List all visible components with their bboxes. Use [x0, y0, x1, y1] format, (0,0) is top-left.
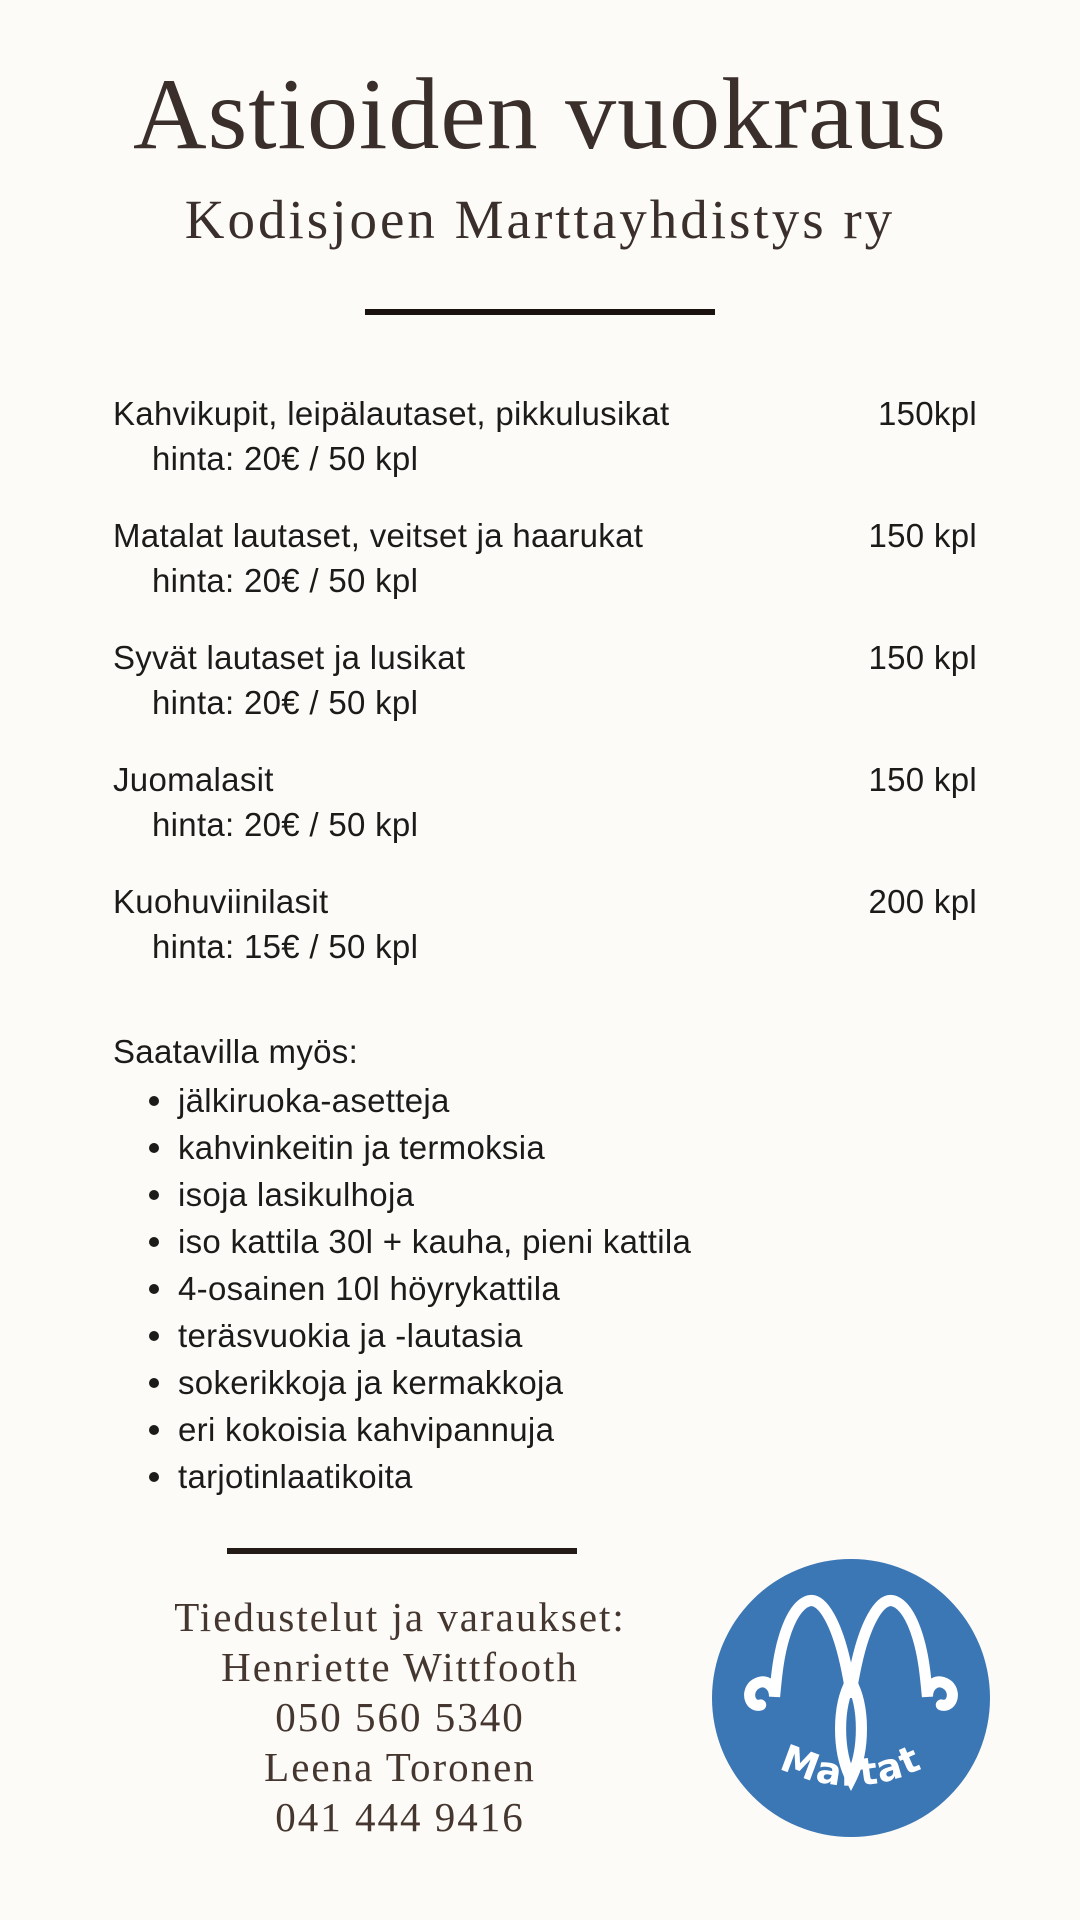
- list-item-text: teräsvuokia ja -lautasia: [178, 1317, 523, 1354]
- item-price: hinta: 20€ / 50 kpl: [152, 440, 419, 477]
- item-quantity: 200 kpl: [868, 883, 977, 920]
- bullet-icon: [149, 1237, 159, 1247]
- rental-item-row: [113, 757, 977, 802]
- contact-phone: 041 444 9416: [275, 1794, 525, 1840]
- also-available-list: [113, 1077, 977, 1500]
- header: [0, 56, 1080, 251]
- list-item-text: eri kokoisia kahvipannuja: [178, 1411, 555, 1448]
- contact-heading: Tiedustelut ja varaukset:: [174, 1594, 626, 1640]
- bullet-icon: [149, 1331, 159, 1341]
- list-item: [113, 1077, 977, 1124]
- list-item-text: 4-osainen 10l höyrykattila: [178, 1270, 561, 1307]
- item-name: Juomalasit: [113, 761, 274, 798]
- list-item: [113, 1265, 977, 1312]
- bullet-icon: [149, 1378, 159, 1388]
- rental-item-row: [113, 513, 977, 558]
- rental-item: [113, 513, 977, 603]
- rental-items-list: [113, 391, 977, 1001]
- rental-item-row: [113, 391, 977, 436]
- bullet-icon: [149, 1190, 159, 1200]
- bullet-icon: [149, 1096, 159, 1106]
- martat-logo: [712, 1559, 990, 1837]
- list-item-text: kahvinkeitin ja termoksia: [178, 1129, 545, 1166]
- rental-item-row: [113, 879, 977, 924]
- contact-phone: 050 560 5340: [275, 1694, 525, 1740]
- bullet-icon: [149, 1425, 159, 1435]
- item-quantity: 150 kpl: [868, 639, 977, 676]
- page-subtitle: Kodisjoen Marttayhdistys ry: [184, 189, 896, 251]
- list-item-text: tarjotinlaatikoita: [178, 1458, 413, 1495]
- item-name: Matalat lautaset, veitset ja haarukat: [113, 517, 644, 554]
- list-item: [113, 1312, 977, 1359]
- rental-item: [113, 879, 977, 969]
- list-item: [113, 1171, 977, 1218]
- bullet-icon: [149, 1284, 159, 1294]
- item-price: hinta: 20€ / 50 kpl: [152, 562, 419, 599]
- list-item: [113, 1359, 977, 1406]
- bullet-icon: [149, 1472, 159, 1482]
- rental-item-row: [113, 635, 977, 680]
- list-item-text: iso kattila 30l + kauha, pieni kattila: [178, 1223, 692, 1260]
- top-divider: [365, 309, 715, 315]
- contact-name: Henriette Wittfooth: [221, 1644, 579, 1690]
- contact-section: [120, 1592, 680, 1842]
- item-quantity: 150 kpl: [868, 761, 977, 798]
- item-price: hinta: 20€ / 50 kpl: [152, 806, 419, 843]
- bottom-divider: [227, 1548, 577, 1554]
- item-price: hinta: 15€ / 50 kpl: [152, 928, 419, 965]
- item-name: Syvät lautaset ja lusikat: [113, 639, 466, 676]
- item-name: Kahvikupit, leipälautaset, pikkulusikat: [113, 395, 670, 432]
- item-price: hinta: 20€ / 50 kpl: [152, 684, 419, 721]
- bullet-icon: [149, 1143, 159, 1153]
- page-title: Astioiden vuokraus: [132, 58, 948, 171]
- list-item-text: sokerikkoja ja kermakkoja: [178, 1364, 564, 1401]
- rental-item: [113, 391, 977, 481]
- list-item: [113, 1124, 977, 1171]
- rental-item: [113, 757, 977, 847]
- also-available-section: [113, 1029, 977, 1500]
- list-item: [113, 1218, 977, 1265]
- contact-name: Leena Toronen: [264, 1744, 536, 1790]
- list-item: [113, 1406, 977, 1453]
- also-available-heading: Saatavilla myös:: [113, 1033, 359, 1070]
- logo-wordmark: Martat: [775, 1735, 928, 1795]
- item-quantity: 150 kpl: [868, 517, 977, 554]
- list-item: [113, 1453, 977, 1500]
- item-quantity: 150kpl: [877, 395, 977, 432]
- list-item-text: isoja lasikulhoja: [178, 1176, 415, 1213]
- list-item-text: jälkiruoka-asetteja: [178, 1082, 450, 1119]
- item-name: Kuohuviinilasit: [113, 883, 329, 920]
- rental-item: [113, 635, 977, 725]
